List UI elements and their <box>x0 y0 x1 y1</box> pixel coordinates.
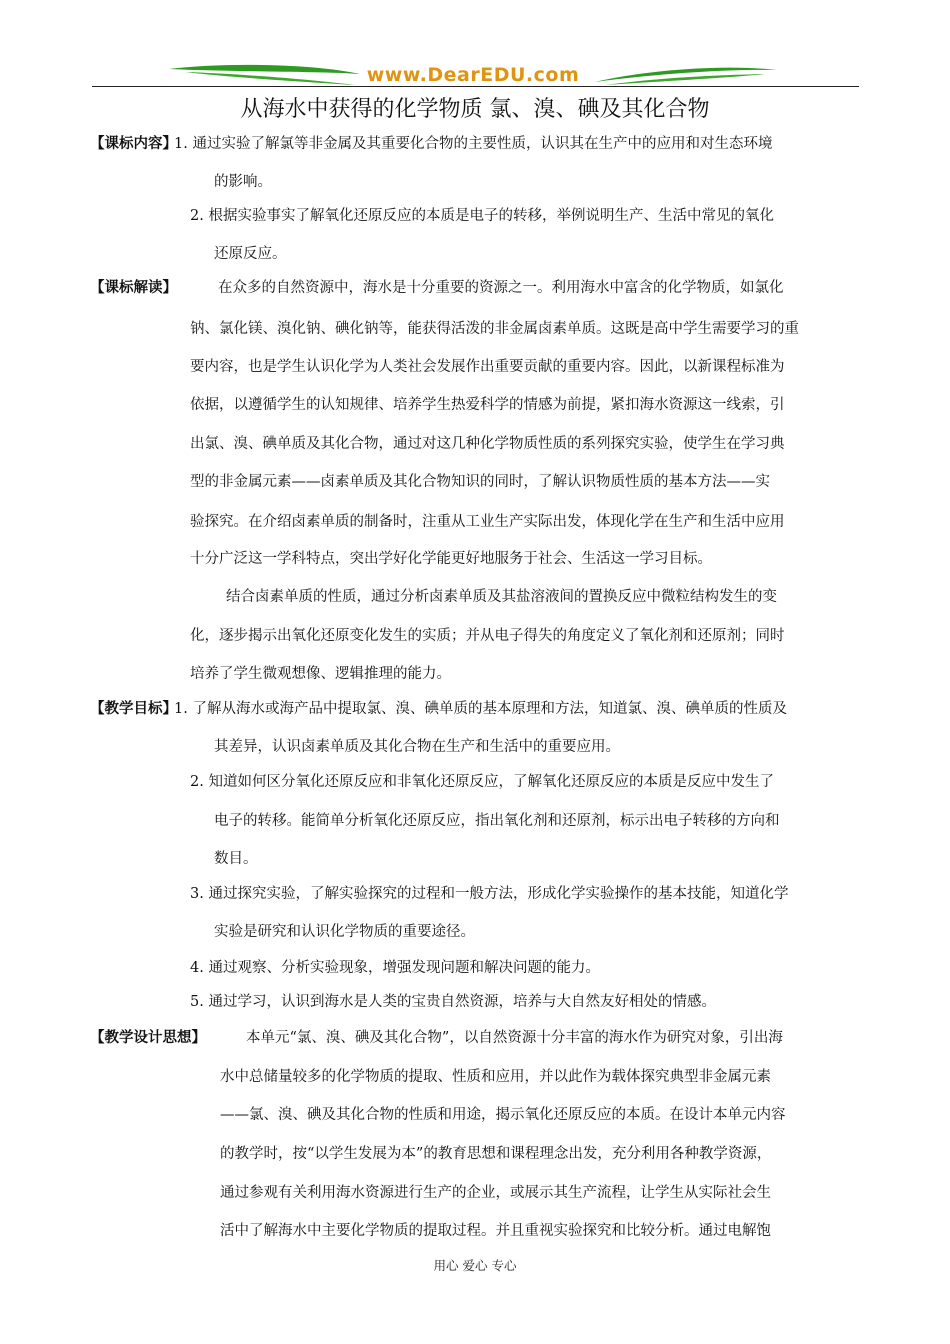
page-footer: 用心 爱心 专心 <box>433 1258 517 1273</box>
section-label-design-thinking: 【教学设计思想】 <box>90 1030 206 1046</box>
text-line: 结合卤素单质的性质，通过分析卤素单质及其盐溶液间的置换反应中微粒结构发生的变 <box>226 589 777 605</box>
section-label-curriculum-interpretation: 【课标解读】 <box>90 280 177 296</box>
section-label-teaching-objectives: 【教学目标】 <box>90 701 177 717</box>
text-line: 出氯、溴、碘单质及其化合物，通过对这几种化学物质性质的系列探究实验，使学生在学习典 <box>190 436 785 452</box>
text-line: 钠、氯化镁、溴化钠、碘化钠等，能获得活泼的非金属卤素单质。这既是高中学生需要学习的重 <box>190 321 799 337</box>
text-line: 化，逐步揭示出氧化还原变化发生的实质；并从电子得失的角度定义了氧化剂和还原剂；同时 <box>190 628 785 644</box>
text-line: 2. 根据实验事实了解氧化还原反应的本质是电子的转移，举例说明生产、生活中常见的氧化 <box>190 208 774 224</box>
text-line: 数目。 <box>214 851 258 867</box>
header-rule <box>92 86 859 87</box>
text-line: 验探究。在介绍卤素单质的制备时，注重从工业生产实际出发，体现化学在生产和生活中应用 <box>190 514 785 530</box>
text-line: 十分广泛这一学科特点，突出学好化学能更好地服务于社会、生活这一学习目标。 <box>190 551 712 567</box>
text-line: 1. 了解从海水或海产品中提取氯、溴、碘单质的基本原理和方法，知道氯、溴、碘单质的性质及 <box>174 701 787 717</box>
text-line: 的教学时，按“以学生发展为本”的教育思想和课程理念出发，充分利用各种教学资源， <box>220 1146 772 1162</box>
text-line: 水中总储量较多的化学物质的提取、性质和应用，并以此作为载体探究典型非金属元素 <box>220 1069 771 1085</box>
text-line: 通过参观有关利用海水资源进行生产的企业，或展示其生产流程，让学生从实际社会生 <box>220 1185 771 1201</box>
text-line: 2. 知道如何区分氧化还原反应和非氧化还原反应，了解氧化还原反应的本质是反应中发生了 <box>190 774 774 790</box>
text-line: 还原反应。 <box>214 246 287 262</box>
text-line: 的影响。 <box>214 174 272 190</box>
document-title: 从海水中获得的化学物质 氯、溴、碘及其化合物 <box>240 97 710 122</box>
banner-site-url: www.DearEDU.com <box>366 64 580 86</box>
text-line: 其差异，认识卤素单质及其化合物在生产和生活中的重要应用。 <box>214 739 620 755</box>
text-line: 3. 通过探究实验，了解实验探究的过程和一般方法，形成化学实验操作的基本技能，知道化学 <box>190 886 789 902</box>
section-label-curriculum-content: 【课标内容】 <box>90 136 177 152</box>
text-line: 4. 通过观察、分析实验现象，增强发现问题和解决问题的能力。 <box>190 960 600 976</box>
text-line: 要内容，也是学生认识化学为人类社会发展作出重要贡献的重要内容。因此，以新课程标准为 <box>190 359 785 375</box>
text-line: 1. 通过实验了解氯等非金属及其重要化合物的主要性质，认识其在生产中的应用和对生态环境 <box>174 136 773 152</box>
text-line: 本单元“氯、溴、碘及其化合物”，以自然资源十分丰富的海水作为研究对象，引出海 <box>246 1030 783 1046</box>
text-line: 型的非金属元素——卤素单质及其化合物知识的同时，了解认识物质性质的基本方法——实 <box>190 474 770 490</box>
text-line: 在众多的自然资源中，海水是十分重要的资源之一。利用海水中富含的化学物质，如氯化 <box>218 280 784 296</box>
text-line: ——氯、溴、碘及其化合物的性质和用途，揭示氧化还原反应的本质。在设计本单元内容 <box>220 1107 786 1123</box>
text-line: 实验是研究和认识化学物质的重要途径。 <box>214 924 475 940</box>
text-line: 依据，以遵循学生的认知规律、培养学生热爱科学的情感为前提，紧扣海水资源这一线索，引 <box>190 397 785 413</box>
text-line: 5. 通过学习，认识到海水是人类的宝贵自然资源，培养与大自然友好相处的情感。 <box>190 994 716 1010</box>
text-line: 电子的转移。能简单分析氧化还原反应，指出氧化剂和还原剂，标示出电子转移的方向和 <box>214 813 780 829</box>
text-line: 培养了学生微观想像、逻辑推理的能力。 <box>190 666 451 682</box>
text-line: 活中了解海水中主要化学物质的提取过程。并且重视实验探究和比较分析。通过电解饱 <box>220 1223 771 1239</box>
